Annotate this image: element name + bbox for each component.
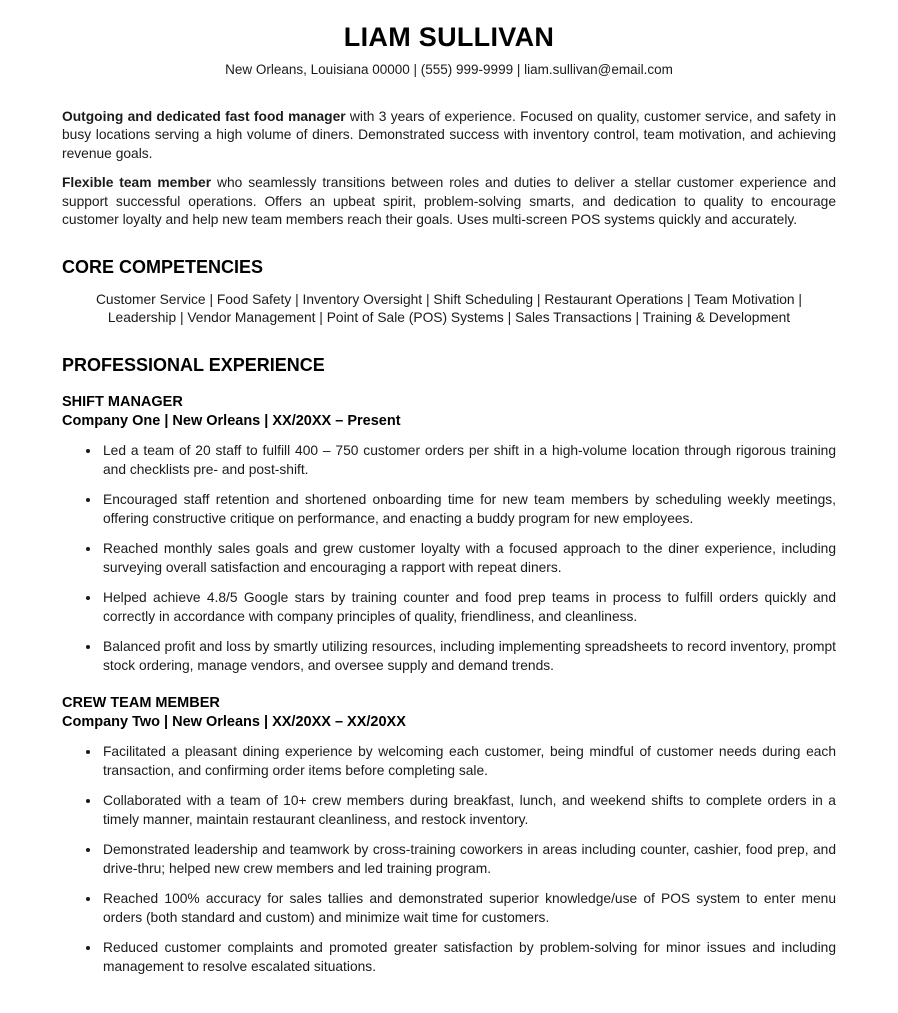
summary-section: [62, 108, 836, 230]
bullet-item: • Reached 100% accuracy for sales tallies and demonstrated superior knowledge/use of POS system to enter menu orders (both standard and custom) and minimize wait time for customers.: [101, 890, 836, 928]
summary-paragraph: [62, 108, 836, 163]
candidate-name: LIAM SULLIVAN: [343, 22, 555, 52]
job-bullet-list: [62, 743, 836, 977]
job-meta: Company One | New Orleans | XX/20XX – Present: [62, 412, 401, 429]
bullet-item: • Collaborated with a team of 10+ crew members during breakfast, lunch, and weekend shifts to complete orders in a timely manner, maintain restaurant cleanliness, and restock inventory.: [101, 792, 836, 830]
core-competencies-section: [62, 257, 836, 328]
bullet-item: • Balanced profit and loss by smartly utilizing resources, including implementing spreadsheets to record inventory, prompt stock ordering, manage vendors, and oversee supply and demand trends.: [101, 638, 836, 676]
core-competencies-heading: CORE COMPETENCIES: [62, 256, 264, 277]
bullet-item: • Facilitated a pleasant dining experience by welcoming each customer, being mindful of customer needs during each transaction, and confirming order items before completing sale.: [101, 743, 836, 781]
bullet-item: • Encouraged staff retention and shortened onboarding time for new team members by scheduling weekly meetings, offering constructive critique on performance, and enacting a buddy program for new employees.: [101, 491, 836, 529]
summary-lead: Outgoing and dedicated fast food manager: [62, 109, 346, 124]
experience-section: [62, 355, 836, 977]
job-entry-crew-team-member: [62, 695, 836, 977]
contact-info: New Orleans, Louisiana 00000 | (555) 999-9999 | liam.sullivan@email.com: [225, 62, 673, 77]
job-meta: Company Two | New Orleans | XX/20XX – XX/20XX: [62, 714, 406, 731]
job-title: SHIFT MANAGER: [62, 393, 183, 410]
experience-heading: PROFESSIONAL EXPERIENCE: [62, 354, 325, 375]
summary-paragraph: [62, 174, 836, 229]
bullet-item: • Helped achieve 4.8/5 Google stars by training counter and food prep teams in process to fulfill orders quickly and correctly in accordance with company principles of quality, friendliness, and cleanliness.: [101, 589, 836, 627]
bullet-item: • Led a team of 20 staff to fulfill 400 – 750 customer orders per shift in a high-volume location through rigorous training and checklists pre- and post-shift.: [101, 442, 836, 480]
job-bullet-list: [62, 442, 836, 676]
bullet-item: • Demonstrated leadership and teamwork by cross-training coworkers in areas including counter, cashier, food prep, and drive-thru; helped new crew members and led training program.: [101, 841, 836, 879]
summary-text: who seamlessly transitions between roles and duties to deliver a stellar customer experience and support successful operations. Offers an upbeat spirit, problem-solving smarts, and dedication to quality to encourage customer loyalty and help new team members reach their goals. Uses multi-screen POS systems quickly and accurately.: [62, 175, 836, 228]
resume-header: [62, 22, 836, 77]
summary-lead: Flexible team member: [62, 175, 212, 191]
competencies-list: Customer Service | Food Safety | Inventory Oversight | Shift Scheduling | Restaurant Operations | Team Motivation | Leadership | Vendor Management | Point of Sale (POS) Systems | Sales Transactions | Training & Development: [95, 291, 803, 326]
summary-text: with 3 years of experience. Focused on quality, customer service, and safety in busy locations serving a high volume of diners. Demonstrated success with inventory control, team motivation, and achieving revenue goals.: [62, 109, 836, 161]
bullet-item: • Reached monthly sales goals and grew customer loyalty with a focused approach to the diner experience, including surveying overall satisfaction and encouraging a rapport with repeat diners.: [101, 540, 836, 578]
bullet-item: • Reduced customer complaints and promoted greater satisfaction by problem-solving for minor issues and including management to resolve escalated situations.: [101, 939, 836, 977]
job-title: CREW TEAM MEMBER: [62, 695, 220, 712]
job-entry-shift-manager: [62, 394, 836, 676]
